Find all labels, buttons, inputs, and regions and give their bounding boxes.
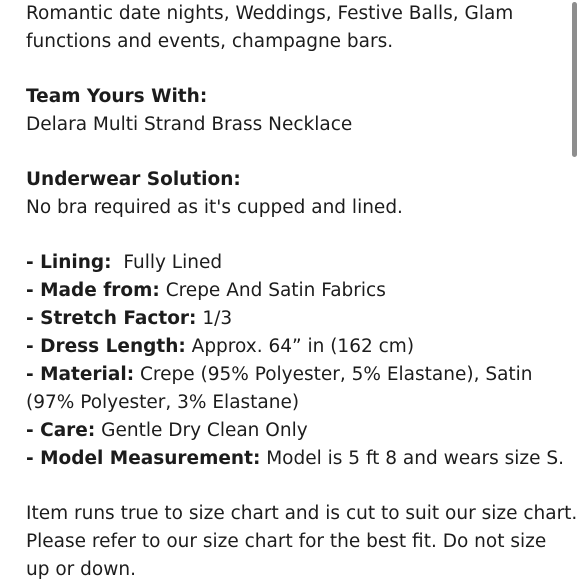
spec-label: - Stretch Factor:: [26, 308, 197, 329]
spec-made-from: [26, 277, 556, 305]
spec-value: 1/3: [196, 308, 233, 329]
footer-line-1: Item runs true to size chart and is cut to suit our size chart.: [26, 503, 578, 524]
spec-label: - Model Measurement:: [26, 448, 261, 469]
spec-value: Fully Lined: [111, 252, 223, 273]
spec-label: - Care:: [26, 420, 96, 441]
spec-stretch-factor: [26, 305, 556, 333]
spacer: [26, 222, 556, 249]
spec-label: - Lining:: [26, 252, 112, 273]
spec-lining: [26, 249, 556, 277]
product-description: [26, 0, 578, 580]
team-heading: Team Yours With:: [26, 86, 208, 107]
spec-dress-length: [26, 333, 556, 361]
spec-value: Crepe (95% Polyester, 5% Elastane), Satin: [134, 364, 533, 385]
scrollbar-thumb[interactable]: [572, 2, 577, 157]
spec-value: Gentle Dry Clean Only: [95, 420, 308, 441]
underwear-heading: Underwear Solution:: [26, 169, 241, 190]
spec-label: - Dress Length:: [26, 336, 186, 357]
footer-line-3: up or down.: [26, 559, 136, 580]
spec-value: Approx. 64” in (162 cm): [185, 336, 415, 357]
spec-material-continued: (97% Polyester, 3% Elastane): [26, 392, 300, 413]
spacer: [26, 56, 556, 83]
team-text: Delara Multi Strand Brass Necklace: [26, 114, 353, 135]
intro-line-1: Romantic date nights, Weddings, Festive Balls, Glam: [26, 3, 514, 24]
spec-material: [26, 361, 556, 389]
spec-label: - Made from:: [26, 280, 160, 301]
spec-value: Crepe And Satin Fabrics: [159, 280, 386, 301]
spacer: [26, 473, 556, 500]
footer-line-2: Please refer to our size chart for the best fit. Do not size: [26, 531, 547, 552]
spacer: [26, 139, 556, 166]
intro-line-2: functions and events, champagne bars.: [26, 31, 394, 52]
spec-care: [26, 417, 556, 445]
spec-label: - Material:: [26, 364, 135, 385]
spec-value: Model is 5 ft 8 and wears size S.: [260, 448, 564, 469]
spec-model-measurement: [26, 445, 564, 473]
underwear-text: No bra required as it's cupped and lined.: [26, 197, 403, 218]
